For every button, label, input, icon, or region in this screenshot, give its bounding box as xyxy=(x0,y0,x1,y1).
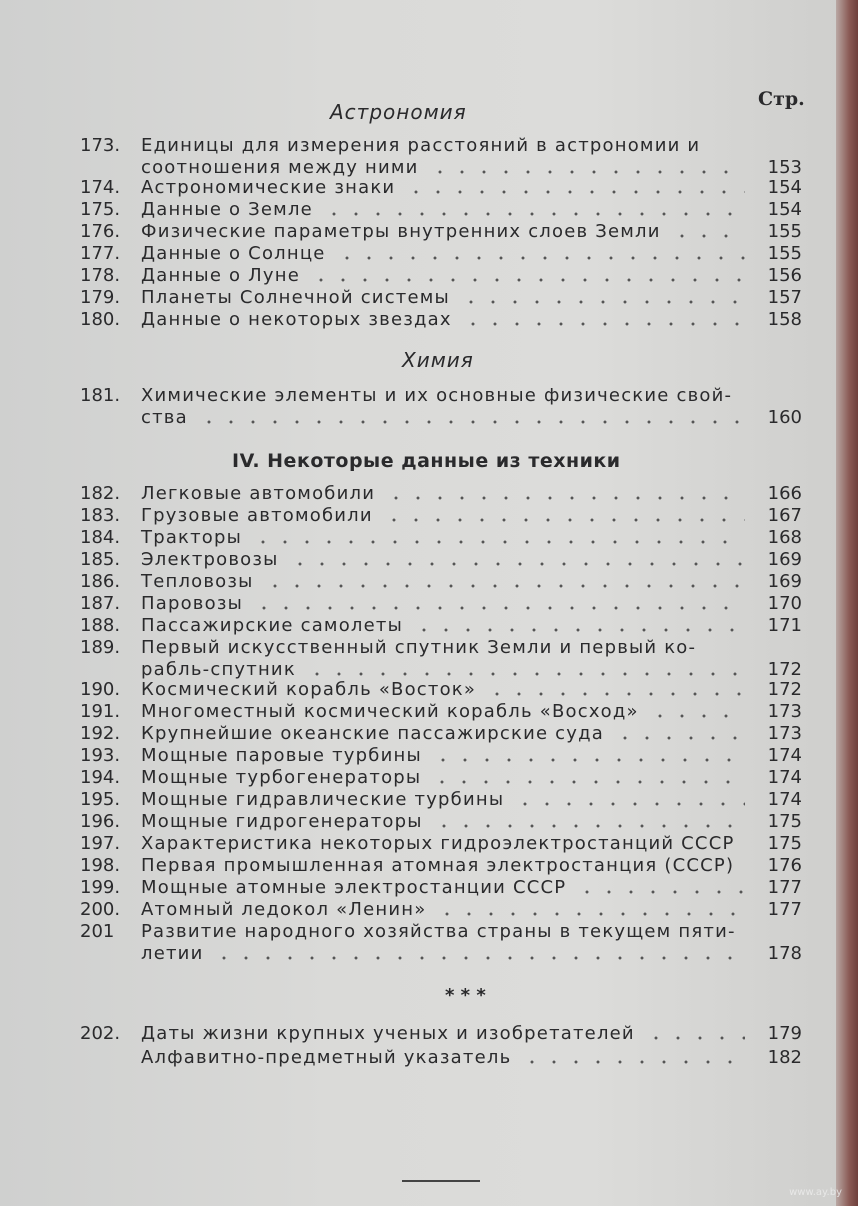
entry-number: 193. xyxy=(80,745,121,766)
entry-title: Первый искусственный спутник Земли и первый ко- xyxy=(141,637,697,658)
entry-page-number: 169 xyxy=(767,549,802,570)
entry-title: Атомный ледокол «Ленин» xyxy=(141,899,427,920)
entry-page-number: 175 xyxy=(767,811,802,832)
entry-page-number: 172 xyxy=(767,659,802,680)
leader-dots xyxy=(264,584,745,588)
entry-page-number: 155 xyxy=(767,221,802,242)
entry-page-line xyxy=(0,943,840,965)
entry-title: Многоместный космический корабль «Восход» xyxy=(141,701,639,722)
entry-title: Данные о Земле xyxy=(141,199,313,220)
entry-page-line xyxy=(0,679,840,701)
list-item xyxy=(0,135,840,157)
entry-number: 175. xyxy=(80,199,121,220)
entry-page-number: 169 xyxy=(767,571,802,592)
leader-dots xyxy=(645,1036,745,1040)
entry-page-line xyxy=(0,1023,840,1045)
entry-page-line xyxy=(0,505,840,527)
entry-number: 195. xyxy=(80,789,121,810)
leader-dots xyxy=(462,322,745,326)
entry-page-line xyxy=(0,199,840,221)
watermark: www.ay.by xyxy=(789,1187,842,1198)
leader-dots xyxy=(383,518,745,522)
leader-dots xyxy=(432,758,745,762)
entry-number: 185. xyxy=(80,549,121,570)
entry-page-line xyxy=(0,243,840,265)
entry-page-line xyxy=(0,811,840,833)
entry-title: Планеты Солнечной системы xyxy=(141,287,450,308)
list-item xyxy=(0,921,840,943)
entry-title: Легковые автомобили xyxy=(141,483,376,504)
entry-page-number: 177 xyxy=(767,899,802,920)
entry-page-line xyxy=(0,659,840,681)
entry-page-line xyxy=(0,877,840,899)
entry-page-line xyxy=(0,265,840,287)
entry-title: Даты жизни крупных ученых и изобретателей xyxy=(141,1023,635,1044)
entry-title: Космический корабль «Восток» xyxy=(141,679,477,700)
bottom-rule xyxy=(402,1180,480,1182)
entry-page-number: 173 xyxy=(767,723,802,744)
entry-page-number: 182 xyxy=(767,1047,802,1068)
page-column-header: Стр. xyxy=(758,88,805,110)
entry-page-line xyxy=(0,745,840,767)
entry-title: Мощные гидрогенераторы xyxy=(141,811,423,832)
entry-title: Мощные турбогенераторы xyxy=(141,767,422,788)
entry-page-line xyxy=(0,789,840,811)
entry-page-number: 156 xyxy=(767,265,802,286)
entry-page-number: 175 xyxy=(767,833,802,854)
leader-dots xyxy=(306,672,745,676)
entry-page-line xyxy=(0,899,840,921)
leader-dots xyxy=(405,190,745,194)
entry-title: Алфавитно-предметный указатель xyxy=(141,1047,512,1068)
section-technique: IV. Некоторые данные из техники xyxy=(232,450,621,472)
entry-title: Единицы для измерения расстояний в астрономии и xyxy=(141,135,701,156)
leader-dots xyxy=(436,912,745,916)
entry-page-line xyxy=(0,549,840,571)
entry-title-continuation: рабль-спутник xyxy=(141,659,296,680)
entry-title: Пассажирские самолеты xyxy=(141,615,403,636)
entry-number: 194. xyxy=(80,767,121,788)
entry-page-line xyxy=(0,309,840,331)
entry-title: Астрономические знаки xyxy=(141,177,396,198)
entry-number: 181. xyxy=(80,385,121,406)
entry-page-number: 178 xyxy=(767,943,802,964)
section-chemistry: Химия xyxy=(402,348,474,372)
leader-dots xyxy=(198,420,745,424)
separator-stars: * * * xyxy=(445,985,486,1006)
list-item xyxy=(0,637,840,659)
entry-page-line xyxy=(0,527,840,549)
entry-page-number: 160 xyxy=(767,407,802,428)
entry-title: Химические элементы и их основные физические свой- xyxy=(141,385,733,406)
entry-page-line xyxy=(0,767,840,789)
entry-number: 200. xyxy=(80,899,121,920)
entry-title: Первая промышленная атомная электростанция (СССР) xyxy=(141,855,735,876)
entry-title: Данные о Солнце xyxy=(141,243,326,264)
entry-number: 197. xyxy=(80,833,121,854)
leader-dots xyxy=(323,212,745,216)
entry-page-line xyxy=(0,407,840,429)
entry-number: 202. xyxy=(80,1023,121,1044)
entry-title: Паровозы xyxy=(141,593,244,614)
entry-title: Развитие народного хозяйства страны в текущем пяти- xyxy=(141,921,736,942)
entry-page-number: 174 xyxy=(767,789,802,810)
entry-page-number: 158 xyxy=(767,309,802,330)
entry-number: 173. xyxy=(80,135,121,156)
entry-number: 189. xyxy=(80,637,121,658)
entry-number: 183. xyxy=(80,505,121,526)
leader-dots xyxy=(433,824,745,828)
leader-dots xyxy=(614,736,745,740)
entry-page-line xyxy=(0,615,840,637)
entry-title: Тракторы xyxy=(141,527,243,548)
entry-page-line xyxy=(0,833,840,855)
entry-page-line xyxy=(0,157,840,179)
entry-number: 188. xyxy=(80,615,121,636)
list-item xyxy=(0,385,840,407)
entry-title: Данные о Луне xyxy=(141,265,301,286)
entry-page-number: 174 xyxy=(767,767,802,788)
entry-number: 198. xyxy=(80,855,121,876)
entry-page-number: 154 xyxy=(767,199,802,220)
entry-title: Грузовые автомобили xyxy=(141,505,373,526)
section-astronomy: Астрономия xyxy=(330,100,467,124)
leader-dots xyxy=(671,234,745,238)
entry-title: Тепловозы xyxy=(141,571,254,592)
leader-dots xyxy=(460,300,745,304)
leader-dots xyxy=(213,956,745,960)
leader-dots xyxy=(514,802,745,806)
leader-dots xyxy=(253,606,745,610)
entry-page-number: 166 xyxy=(767,483,802,504)
entry-page-line xyxy=(0,1047,840,1069)
leader-dots xyxy=(431,780,745,784)
leader-dots xyxy=(310,278,745,282)
entry-page-line xyxy=(0,723,840,745)
entry-title: Данные о некоторых звездах xyxy=(141,309,452,330)
entry-title: Характеристика некоторых гидроэлектростанций СССР xyxy=(141,833,735,854)
entry-number: 191. xyxy=(80,701,121,722)
entry-title: Электровозы xyxy=(141,549,279,570)
entry-number: 199. xyxy=(80,877,121,898)
entry-number: 177. xyxy=(80,243,121,264)
leader-dots xyxy=(649,714,745,718)
entry-page-number: 153 xyxy=(767,157,802,178)
leader-dots xyxy=(576,890,745,894)
entry-page-number: 179 xyxy=(767,1023,802,1044)
entry-page-line xyxy=(0,177,840,199)
entry-page-line xyxy=(0,571,840,593)
entry-title: Мощные гидравлические турбины xyxy=(141,789,505,810)
leader-dots xyxy=(385,496,745,500)
entry-title-continuation: летии xyxy=(141,943,204,964)
entry-page-number: 172 xyxy=(767,679,802,700)
entry-page-line xyxy=(0,483,840,505)
entry-page-line xyxy=(0,221,840,243)
entry-number: 196. xyxy=(80,811,121,832)
entry-number: 174. xyxy=(80,177,121,198)
leader-dots xyxy=(289,562,745,566)
leader-dots xyxy=(336,256,745,260)
entry-number: 187. xyxy=(80,593,121,614)
entry-page-number: 154 xyxy=(767,177,802,198)
entry-page-number: 171 xyxy=(767,615,802,636)
leader-dots xyxy=(413,628,745,632)
entry-number: 190. xyxy=(80,679,121,700)
entry-page-number: 176 xyxy=(767,855,802,876)
entry-number: 186. xyxy=(80,571,121,592)
leader-dots xyxy=(429,170,745,174)
entry-number: 201 xyxy=(80,921,115,942)
entry-page-number: 168 xyxy=(767,527,802,548)
leader-dots xyxy=(744,868,745,872)
entry-number: 180. xyxy=(80,309,121,330)
entry-number: 178. xyxy=(80,265,121,286)
entry-number: 179. xyxy=(80,287,121,308)
entry-title: Мощные атомные электростанции СССР xyxy=(141,877,567,898)
entry-page-number: 174 xyxy=(767,745,802,766)
entry-page-number: 155 xyxy=(767,243,802,264)
entry-page-line xyxy=(0,593,840,615)
entry-number: 192. xyxy=(80,723,121,744)
entry-page-number: 157 xyxy=(767,287,802,308)
entry-page-number: 167 xyxy=(767,505,802,526)
entry-title-continuation: соотношения между ними xyxy=(141,157,419,178)
leader-dots xyxy=(486,692,745,696)
entry-title-continuation: ства xyxy=(141,407,188,428)
entry-page-line xyxy=(0,855,840,877)
leader-dots xyxy=(521,1060,745,1064)
entry-page-number: 173 xyxy=(767,701,802,722)
entry-page-line xyxy=(0,701,840,723)
leader-dots xyxy=(252,540,745,544)
entry-title: Крупнейшие океанские пассажирские суда xyxy=(141,723,605,744)
entry-title: Физические параметры внутренних слоев Земли xyxy=(141,221,661,242)
entry-number: 184. xyxy=(80,527,121,548)
entry-page-line xyxy=(0,287,840,309)
entry-title: Мощные паровые турбины xyxy=(141,745,422,766)
entry-page-number: 177 xyxy=(767,877,802,898)
entry-number: 176. xyxy=(80,221,121,242)
entry-page-number: 170 xyxy=(767,593,802,614)
entry-number: 182. xyxy=(80,483,121,504)
